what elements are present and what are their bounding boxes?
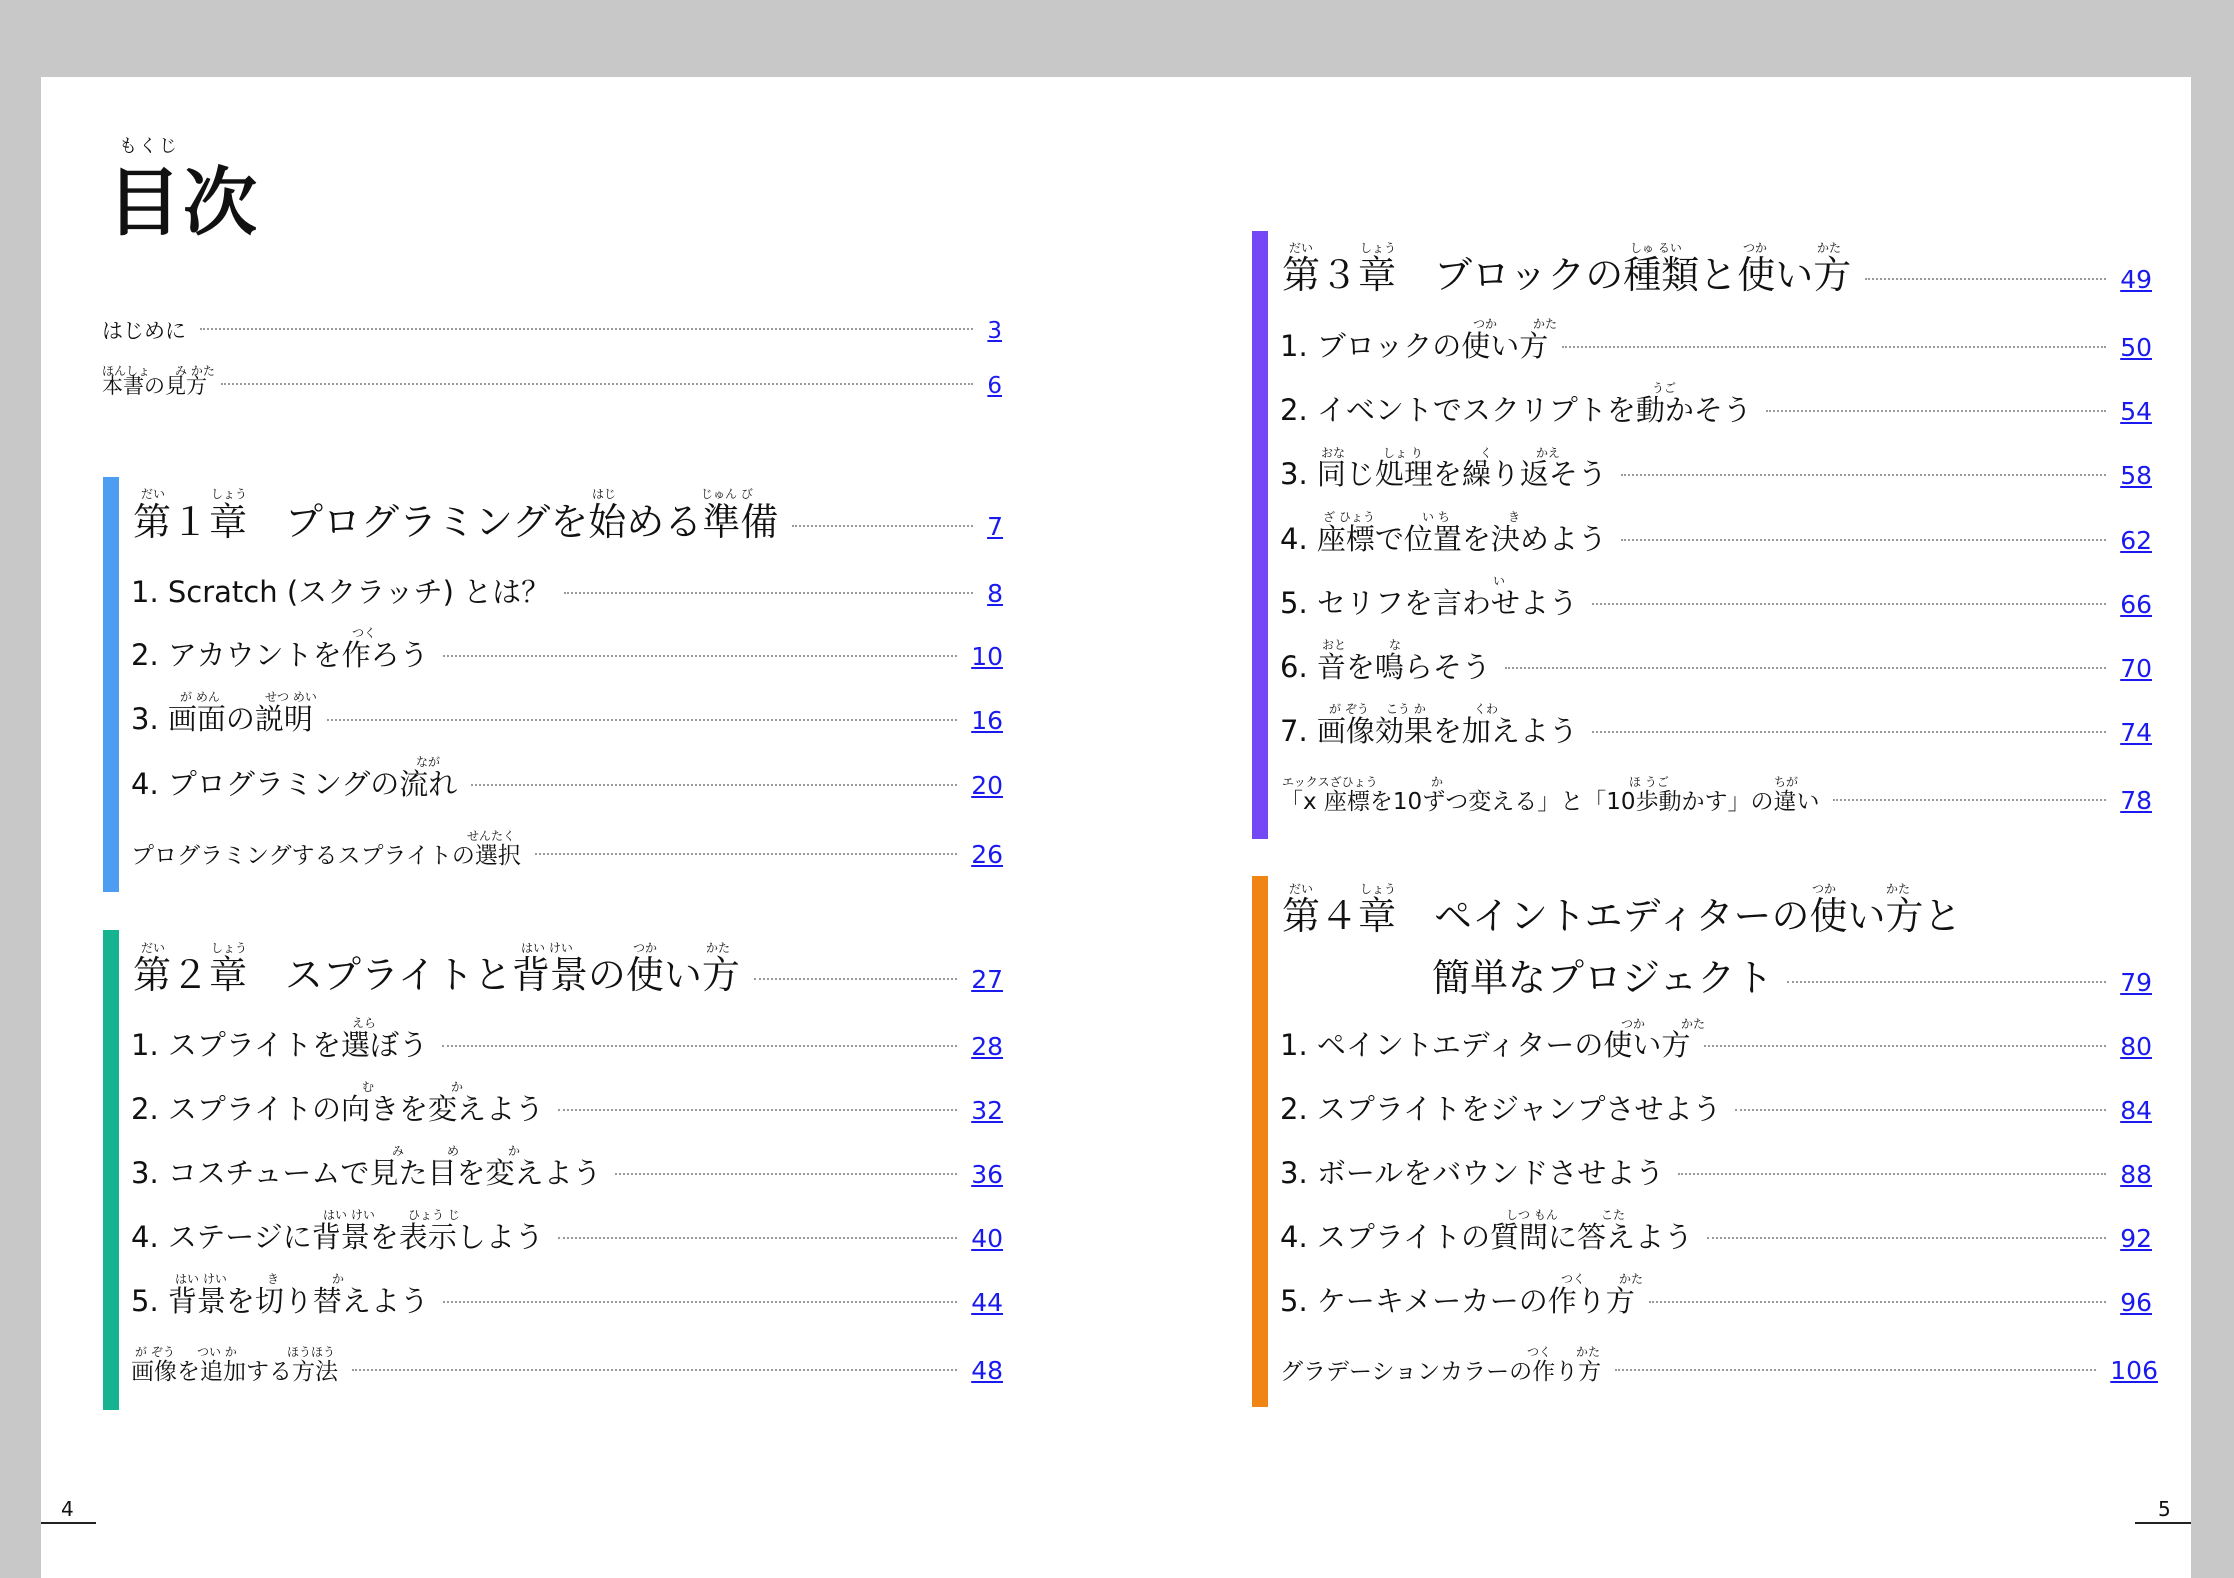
entry-label: 2. スプライトの向きを変えよう [131, 1092, 545, 1126]
ruby-text: つく [352, 626, 377, 640]
ruby-text: つか [1743, 241, 1768, 255]
ruby-text: ほんしょ [102, 364, 151, 378]
toc-entry [131, 1279, 1003, 1320]
toc-entry [1280, 388, 2152, 429]
title-ruby: もくじ [119, 136, 179, 157]
dot-leader [1735, 1109, 2106, 1111]
ruby-text: が めん [180, 690, 220, 704]
ruby-text: み [392, 1144, 405, 1158]
ruby-text: む [362, 1080, 375, 1094]
dot-leader [792, 525, 973, 527]
toc-entry [1280, 645, 2152, 686]
page-link[interactable]: 40 [971, 1224, 1003, 1253]
entry-label: 2. スプライトをジャンプさせよう [1280, 1092, 1722, 1126]
page-link[interactable]: 7 [987, 512, 1003, 541]
toc-entry [1280, 1151, 2152, 1192]
dot-leader [615, 1173, 957, 1175]
page-link[interactable]: 3 [987, 318, 1002, 344]
entry-label: 4. ステージに背景を表示しよう [131, 1220, 544, 1254]
ruby-text: が ぞう [1329, 702, 1369, 716]
ruby-text: い [1493, 574, 1506, 588]
ruby-text: め [447, 1144, 460, 1158]
dot-leader [1766, 410, 2106, 412]
page-link[interactable]: 79 [2120, 968, 2152, 997]
entry-label: 1. Scratch (スクラッチ) とは？ [131, 575, 551, 609]
chapter4-heading-line2 [1432, 947, 2152, 1002]
ruby-text: き [1508, 510, 1521, 524]
page-link[interactable]: 26 [971, 840, 1003, 869]
chapter-title: 簡単なプロジェクト [1432, 956, 1774, 1000]
toc-entry [1280, 581, 2152, 622]
dot-leader [558, 1237, 957, 1239]
entry-label: グラデーションカラーの作り方 [1280, 1359, 1602, 1385]
page-link[interactable]: 32 [971, 1096, 1003, 1125]
ruby-text: み かた [175, 364, 215, 378]
dot-leader [1649, 1301, 2106, 1303]
ruby-text: かえ [1536, 446, 1561, 460]
entry-label: 6. 音を鳴らそう [1280, 650, 1491, 684]
entry-label: 1. スプライトを選ぼう [131, 1028, 429, 1062]
ruby-text: かた [1533, 317, 1558, 331]
toc-entry-intro [102, 315, 1002, 345]
dot-leader [1562, 346, 2106, 348]
ruby-text: が ぞう [135, 1345, 175, 1359]
ruby-text: はい けい [323, 1208, 375, 1222]
ruby-text: かた [1886, 882, 1911, 896]
ruby-text: くわ [1474, 702, 1499, 716]
dot-leader [1678, 1173, 2106, 1175]
page-link[interactable]: 54 [2120, 397, 2152, 426]
ruby-text: つく [1561, 1272, 1586, 1286]
chapter-title: 第３章 ブロックの種類と使い方 [1282, 253, 1852, 297]
ruby-text: ひょう じ [408, 1208, 460, 1222]
ruby-text: はじ [592, 487, 617, 501]
page-link[interactable]: 8 [987, 579, 1003, 608]
ruby-text: か [451, 1080, 464, 1094]
entry-label: 4. 座標で位置を決めよう [1280, 522, 1607, 556]
toc-entry [131, 1023, 1003, 1064]
page-link[interactable]: 58 [2120, 461, 2152, 490]
left-page-number: 4 [61, 1497, 74, 1521]
dot-leader [442, 1045, 957, 1047]
ruby-text: しょう [211, 941, 248, 955]
ruby-text: く [1480, 446, 1493, 460]
entry-label: 3. ボールをバウンドさせよう [1280, 1156, 1665, 1190]
entry-label: 4. スプライトの質問に答えよう [1280, 1220, 1694, 1254]
dot-leader [221, 383, 973, 385]
entry-label: プログラミングするスプライトの選択 [131, 843, 521, 869]
dot-leader [558, 1109, 957, 1111]
toc-entry [1280, 517, 2152, 558]
ruby-text: だい [141, 941, 166, 955]
ruby-text: だい [1289, 241, 1314, 255]
page-link[interactable]: 49 [2120, 265, 2152, 294]
book-spread [41, 77, 2191, 1578]
ruby-text: しょう [1360, 882, 1397, 896]
dot-leader [443, 1301, 957, 1303]
ruby-text: つく [1527, 1345, 1552, 1359]
ruby-text: つか [1473, 317, 1498, 331]
right-footer-rule [2135, 1522, 2191, 1524]
ruby-text: しょう [1360, 241, 1397, 255]
toc-entry [1280, 1215, 2152, 1256]
chapter4-heading-line1 [1282, 885, 1961, 940]
dot-leader [1787, 981, 2106, 983]
toc-entry [131, 1215, 1003, 1256]
entry-label: 5. 背景を切り替えよう [131, 1284, 429, 1318]
ruby-text: い ち [1422, 510, 1450, 524]
ruby-text: かた [1681, 1017, 1706, 1031]
page-link[interactable]: 78 [2120, 786, 2152, 815]
ruby-text: つい か [197, 1345, 237, 1359]
entry-label: はじめに [102, 319, 186, 343]
ruby-text: つか [1621, 1017, 1646, 1031]
entry-label: 4. プログラミングの流れ [131, 767, 458, 801]
entry-label: 5. セリフを言わせよう [1280, 586, 1578, 620]
dot-leader [443, 655, 958, 657]
dot-leader [352, 1369, 957, 1371]
dot-leader [564, 592, 973, 594]
entry-label: 7. 画像効果を加えよう [1280, 714, 1578, 748]
page-link[interactable]: 84 [2120, 1096, 2152, 1125]
toc-entry-how-to-read [102, 370, 1002, 400]
right-page-number: 5 [2158, 1497, 2171, 1521]
chapter-title: 第１章 プログラミングを始める準備 [133, 500, 779, 544]
ruby-text: かた [1576, 1345, 1601, 1359]
toc-entry [131, 633, 1003, 674]
toc-title-block [107, 132, 259, 248]
dot-leader [1865, 278, 2106, 280]
toc-entry [131, 697, 1003, 738]
ruby-text: かた [1817, 241, 1842, 255]
dot-leader [1833, 799, 2106, 801]
entry-label: 2. イベントでスクリプトを動かそう [1280, 393, 1752, 427]
ruby-text: なが [416, 755, 441, 769]
chapter3-color-bar [1252, 231, 1268, 839]
ruby-text: こう か [1386, 702, 1426, 716]
ruby-text: だい [141, 487, 166, 501]
entry-label: 3. 同じ処理を繰り返そう [1280, 457, 1607, 491]
chapter1-heading [133, 491, 1003, 546]
ruby-text: か [332, 1272, 345, 1286]
entry-label: 本書の見方 [102, 374, 207, 398]
dot-leader [1615, 1369, 2096, 1371]
page-link[interactable]: 62 [2120, 526, 2152, 555]
ruby-text: しょ り [1383, 446, 1423, 460]
entry-label: 1. ペイントエディターの使い方 [1280, 1028, 1691, 1062]
page-link[interactable]: 27 [971, 965, 1003, 994]
chapter2-heading [133, 944, 1003, 999]
toc-entry [131, 570, 1003, 611]
entry-label: 3. コスチュームで見た目を変えよう [131, 1156, 602, 1190]
chapter3-heading [1282, 244, 2152, 299]
ruby-text: ざ ひょう [1323, 510, 1375, 524]
ruby-text: つか [1812, 882, 1837, 896]
entry-label: 1. ブロックの使い方 [1280, 329, 1549, 363]
page-link[interactable]: 96 [2120, 1288, 2152, 1317]
page-link[interactable]: 44 [971, 1288, 1003, 1317]
ruby-text: しゅ るい [1630, 241, 1682, 255]
toc-entry [131, 1151, 1003, 1192]
page-link[interactable]: 10 [971, 642, 1003, 671]
dot-leader [1621, 539, 2106, 541]
ruby-text: か [1431, 775, 1444, 789]
toc-entry [1280, 709, 2152, 750]
ruby-text: しつ もん [1506, 1208, 1558, 1222]
ruby-text: はい けい [521, 941, 573, 955]
chapter-title: 第２章 スプライトと背景の使い方 [133, 953, 740, 997]
ruby-text: おな [1321, 446, 1346, 460]
ruby-text: こた [1601, 1208, 1626, 1222]
ruby-text: ちが [1774, 775, 1799, 789]
ruby-text: せんたく [467, 829, 516, 843]
ruby-text: か [508, 1144, 521, 1158]
page-link[interactable]: 80 [2120, 1032, 2152, 1061]
page-link[interactable]: 36 [971, 1160, 1003, 1189]
page-link[interactable]: 48 [971, 1356, 1003, 1385]
page-link[interactable]: 106 [2110, 1356, 2158, 1385]
dot-leader [1592, 731, 2106, 733]
chapter1-color-bar [103, 477, 119, 892]
page-link[interactable]: 16 [971, 706, 1003, 735]
page-link[interactable]: 6 [987, 373, 1002, 399]
page-link[interactable]: 74 [2120, 718, 2152, 747]
page-link[interactable]: 70 [2120, 654, 2152, 683]
dot-leader [1505, 667, 2106, 669]
ruby-text: えら [352, 1016, 377, 1030]
ruby-text: ほうほう [287, 1345, 336, 1359]
dot-leader [471, 784, 957, 786]
page-title: 目次 [107, 160, 259, 246]
ruby-text: うご [1652, 381, 1677, 395]
ruby-text: かた [706, 941, 731, 955]
ruby-text: かた [1619, 1272, 1644, 1286]
left-footer-rule [41, 1522, 96, 1524]
entry-label: 5. ケーキメーカーの作り方 [1280, 1284, 1635, 1318]
dot-leader [754, 978, 957, 980]
toc-entry [1280, 452, 2152, 493]
entry-label: 2. アカウントを作ろう [131, 638, 429, 672]
toc-entry [131, 837, 1003, 870]
toc-entry [1280, 1279, 2152, 1320]
page-link[interactable]: 50 [2120, 333, 2152, 362]
ruby-text: エックスざひょう [1282, 775, 1378, 789]
entry-label: 「x 座標を10ずつ変える」と「10歩動かす」の違い [1280, 789, 1820, 815]
ruby-text: な [1389, 638, 1402, 652]
toc-entry [131, 762, 1003, 803]
dot-leader [535, 853, 957, 855]
chapter-title: 第４章 ペイントエディターの使い方と [1282, 894, 1962, 938]
toc-entry [1280, 1353, 2158, 1386]
toc-entry [1280, 1023, 2152, 1064]
toc-entry [1280, 783, 2152, 816]
entry-label: 画像を追加する方法 [131, 1359, 338, 1385]
toc-entry [1280, 1087, 2152, 1128]
dot-leader [200, 328, 973, 330]
toc-entry [1280, 324, 2152, 365]
chapter4-color-bar [1252, 876, 1268, 1407]
entry-label: 3. 画面の説明 [131, 702, 313, 736]
dot-leader [1621, 474, 2106, 476]
page-link[interactable]: 88 [2120, 1160, 2152, 1189]
ruby-text: じゅん び [701, 487, 753, 501]
ruby-text: き [267, 1272, 280, 1286]
toc-entry [131, 1353, 1003, 1386]
dot-leader [1707, 1237, 2106, 1239]
ruby-text: つか [633, 941, 658, 955]
ruby-text: せつ めい [265, 690, 317, 704]
dot-leader [327, 719, 957, 721]
toc-entry [131, 1087, 1003, 1128]
dot-leader [1592, 603, 2106, 605]
ruby-text: ほ うご [1629, 775, 1669, 789]
page-link[interactable]: 66 [2120, 590, 2152, 619]
ruby-text: はい けい [175, 1272, 227, 1286]
chapter2-color-bar [103, 930, 119, 1410]
ruby-text: おと [1322, 638, 1347, 652]
page-link[interactable]: 92 [2120, 1224, 2152, 1253]
page-link[interactable]: 20 [971, 771, 1003, 800]
ruby-text: しょう [211, 487, 248, 501]
ruby-text: だい [1289, 882, 1314, 896]
page-link[interactable]: 28 [971, 1032, 1003, 1061]
dot-leader [1704, 1045, 2106, 1047]
